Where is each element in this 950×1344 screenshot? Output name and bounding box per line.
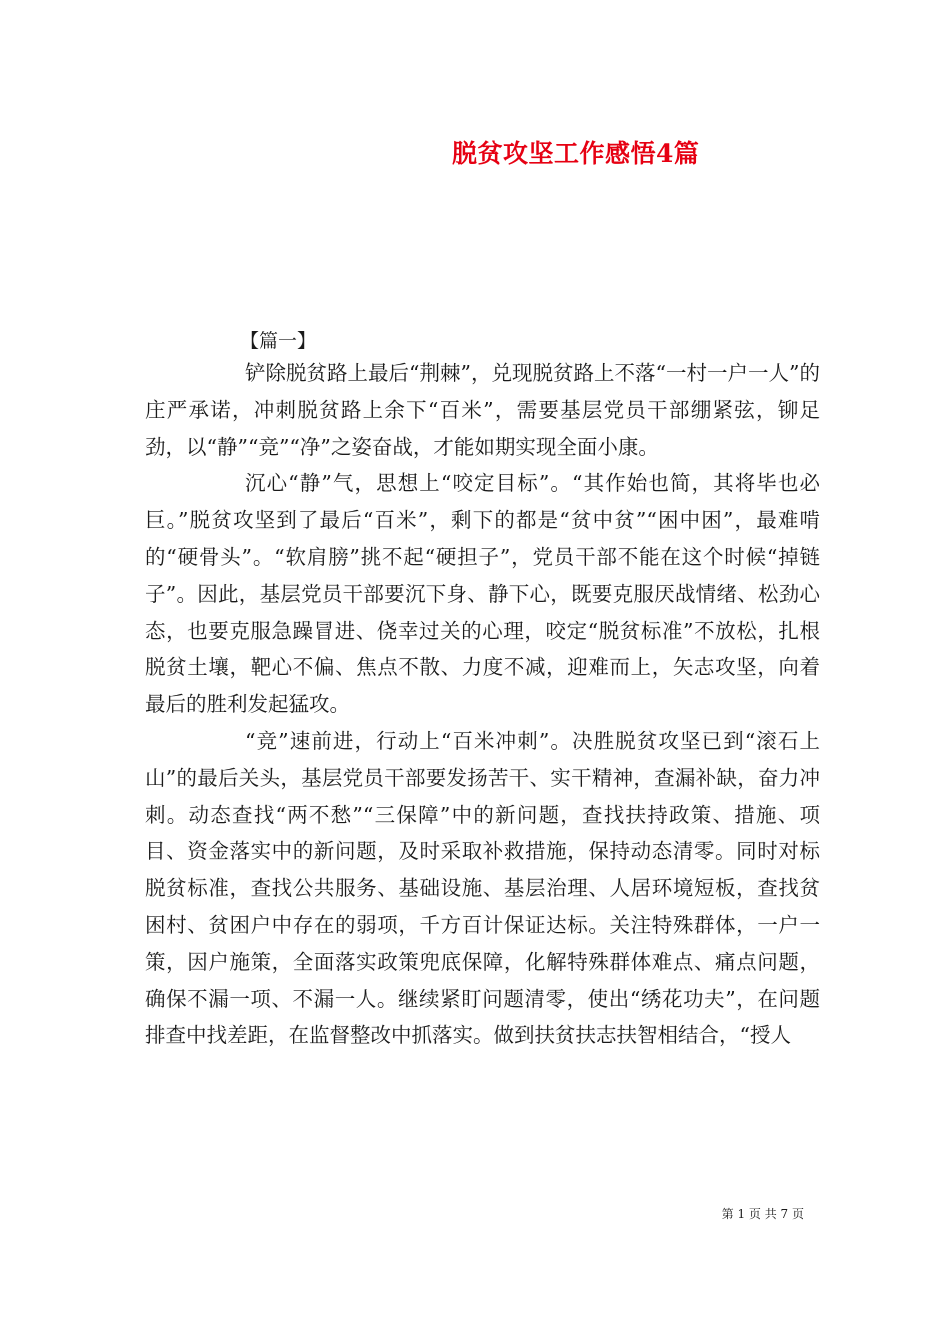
section-label: 【篇一】 bbox=[240, 330, 317, 352]
page-footer: 第 1 页 共 7 页 bbox=[721, 1207, 804, 1221]
document-title: 脱贫攻坚工作感悟4篇 bbox=[452, 139, 700, 168]
document-body bbox=[145, 355, 820, 1054]
paragraph: 沉心“静”气，思想上“咬定目标”。“其作始也简，其将毕也必巨。”脱贫攻坚到了最后“百米”，剩下的都是“贫中贫”“困中困”，最难啃的“硬骨头”。“软肩膀”挑不起“硬担子”，党员干部不能在这个时候“掉链子”。因此，基层党员干部要沉下身、静下心，既要克服厌战情绪、松劲心态，也要克服急躁冒进、侥幸过关的心理，咬定“脱贫标准”不放松，扎根脱贫土壤，靶心不偏、焦点不散、力度不减，迎难而上，矢志攻坚，向着最后的胜利发起猛攻。 bbox=[145, 471, 820, 717]
paragraph: “竞”速前进，行动上“百米冲刺”。决胜脱贫攻坚已到“滚石上山”的最后关头，基层党员干部要发扬苦干、实干精神，查漏补缺，奋力冲刺。动态查找“两不愁”“三保障”中的新问题，查找扶持政策、措施、项目、资金落实中的新问题，及时采取补救措施，保持动态清零。同时对标脱贫标准，查找公共服务、基础设施、基层治理、人居环境短板，查找贫困村、贫困户中存在的弱项，千方百计保证达标。关注特殊群体，一户一策，因户施策，全面落实政策兜底保障，化解特殊群体难点、痛点问题，确保不漏一项、不漏一人。继续紧盯问题清零，使出“绣花功夫”，在问题排查中找差距，在监督整改中抓落实。做到扶贫扶志扶智相结合，“授人 bbox=[145, 728, 820, 1048]
paragraph: 铲除脱贫路上最后“荆棘”，兑现脱贫路上不落“一村一户一人”的庄严承诺，冲刺脱贫路上余下“百米”，需要基层党员干部绷紧弦，铆足劲，以“静”“竞”“净”之姿奋战，才能如期实现全面小康。 bbox=[145, 361, 820, 459]
